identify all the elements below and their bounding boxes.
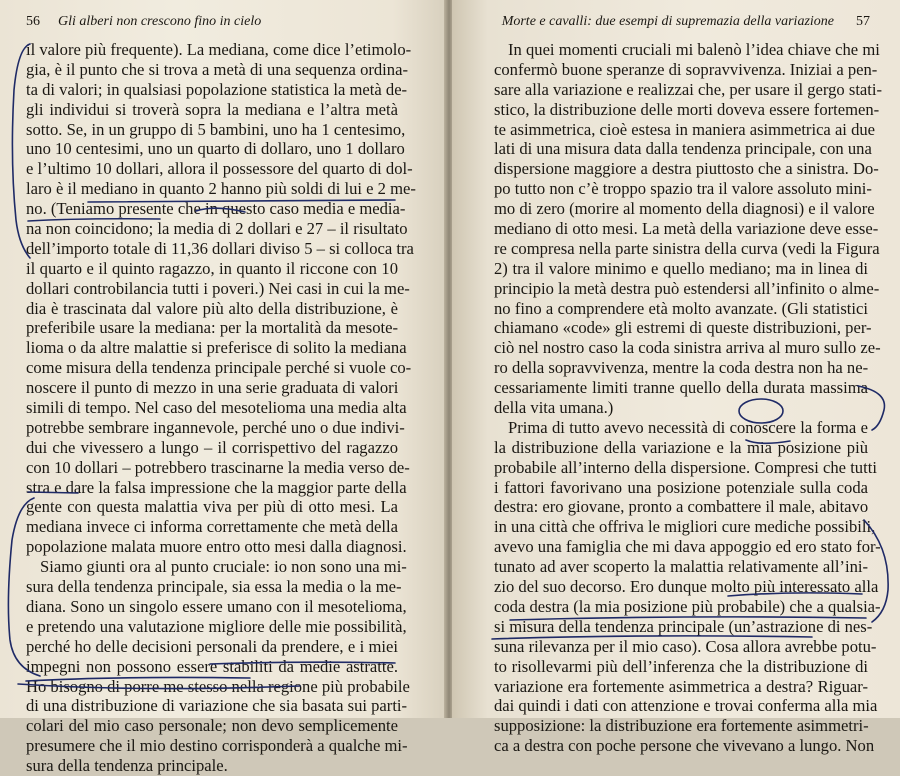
left-running-header xyxy=(26,14,432,36)
text-line: te asimmetrica, cioè estesa in maniera asimmetrica ai due xyxy=(494,119,876,139)
text-line: zio del suo decorso. Ero dunque molto più interessato alla xyxy=(494,577,879,597)
left-page-number: 56 xyxy=(26,14,40,29)
text-line: dell’importo totale di 11,36 dollari diviso 5 – si colloca tra xyxy=(26,238,414,258)
text-line: chiamano «code» gli estremi di queste distribuzioni, per- xyxy=(494,318,872,338)
text-line: Prima di tutto avevo necessità di conoscere la forma e xyxy=(508,417,868,437)
right-page xyxy=(452,0,900,756)
text-line: impegni non possono essere stabiliti da medie astratte. xyxy=(26,656,398,676)
text-line: lati di una misura data dalla tendenza principale, con una xyxy=(494,139,872,159)
text-line: variazione era fortemente asimmetrica a destra? Riguar- xyxy=(494,676,868,696)
left-running-head: Gli alberi non crescono fino in cielo xyxy=(58,14,262,29)
text-line: no. (Teniamo presente che in questo caso media e media- xyxy=(26,199,406,219)
text-line: laro è il mediano in quanto 2 hanno più soldi di lui e 2 me- xyxy=(26,179,416,199)
text-line: probabile all’interno della dispersione. Compresi che tutti xyxy=(494,457,877,477)
text-line: suna rilevanza per il mio caso). Cosa allora avrebbe potu- xyxy=(494,636,877,656)
right-running-head: Morte e cavalli: due esempi di supremazia della variazione xyxy=(501,14,834,29)
text-line: tunato ad aver scoperto la malattia relativamente all’ini- xyxy=(494,557,868,577)
text-line: dollari controbilancia tutti i poveri.) Nei casi in cui la me- xyxy=(26,278,410,298)
text-line: no fino a comprendere età molto avanzate. (Gli statistici xyxy=(494,298,868,318)
text-line: Ho bisogno di porre me stesso nella regione più probabile xyxy=(26,676,410,696)
text-line: come misura della tendenza principale perché si vuole co- xyxy=(26,358,412,378)
text-line: uno 10 centesimi, uno un quarto di dollaro, uno 1 dollaro xyxy=(26,139,405,159)
text-line: dia è trascinata dal valore più alto della distribuzione, è xyxy=(26,298,398,318)
right-body-text xyxy=(494,40,883,756)
text-line: supposizione: la distribuzione era fortemente asimmetri- xyxy=(494,716,869,736)
text-line: colari del mio caso personale; non devo semplicemente xyxy=(26,716,398,736)
text-line: to risollevarmi più dell’inferenza che la distribuzione di xyxy=(494,656,868,676)
text-line: e l’ultimo 10 dollari, allora il possessore del quarto di dol- xyxy=(26,159,413,179)
text-line: avevo una famiglia che mi dava appoggio ed ero stato for- xyxy=(494,537,881,557)
text-line: gente con questa malattia viva per più di otto mesi. La xyxy=(26,497,398,517)
text-line: dispersione maggiore a destra piuttosto che a sinistra. Do- xyxy=(494,159,879,179)
text-line: i fattori favorivano una posizione potenziale sulla coda xyxy=(494,477,868,497)
text-line: della vita umana.) xyxy=(494,398,614,418)
left-page xyxy=(0,0,446,776)
text-line: dai quindi i dati con attenzione e trovai conferma alla mia xyxy=(494,696,878,716)
text-line: In quei momenti cruciali mi balenò l’idea chiave che mi xyxy=(508,40,880,59)
text-line: noscere il punto di mezzo in una serie graduata di valori xyxy=(26,378,399,398)
text-line: sotto. Se, in un gruppo di 5 bambini, uno ha 1 centesimo, xyxy=(26,119,406,139)
text-line: presumere che il mio destino corrisponderà a qualche mi- xyxy=(26,736,408,756)
text-line: in una città che offriva le migliori cure mediche possibili, xyxy=(494,517,876,537)
text-line: potrebbe sembrare ingannevole, perché uno o due indivi- xyxy=(26,417,405,437)
text-line: mediana invece ci informa correttamente che metà della xyxy=(26,517,398,537)
text-line: mediano di otto mesi. La metà della variazione deve esse- xyxy=(494,219,879,239)
text-line: popolazione malata muore entro otto mesi dalla diagnosi. xyxy=(26,537,407,557)
text-line: stico, la distribuzione delle morti doveva essere fortemen- xyxy=(494,99,880,119)
text-line: coda destra (la mia posizione più probabile) che a qualsia- xyxy=(494,596,881,616)
text-line: con 10 dollari – potrebbero trascinarne la media verso de- xyxy=(26,457,410,477)
text-line: mo di zero (morire al momento della diagnosi) e il valore xyxy=(494,199,875,219)
text-line: cessariamente limiti tranne quello della durata massima xyxy=(494,378,868,398)
text-line: ca a destra con poche persone che vivevano a lungo. Non xyxy=(494,736,875,756)
text-line: stra e dare la falsa impressione che la maggior parte della xyxy=(26,477,407,497)
text-line: sura della tendenza principale. xyxy=(26,756,228,776)
text-line: si misura della tendenza principale (un’astrazione di nes- xyxy=(494,616,873,636)
text-line: ciò nel nostro caso la coda sinistra arriva al muro sullo ze- xyxy=(494,338,881,358)
text-line: simili di tempo. Nel caso del mesotelioma una media alta xyxy=(26,398,407,418)
right-running-header xyxy=(490,14,870,36)
text-line: gia, è il punto che si trova a metà di una sequenza ordina- xyxy=(26,59,408,79)
text-line: sura della tendenza principale, sia essa la media o la me- xyxy=(26,577,402,597)
text-line: il valore più frequente). La mediana, come dice l’etimolo- xyxy=(26,40,412,59)
text-line: ta di valori; in qualsiasi popolazione statistica la metà de- xyxy=(26,79,408,99)
text-line: gli individui si troverà sopra la mediana e l’altra metà xyxy=(26,99,398,119)
text-line: preferibile usare la mediana: per la mortalità da mesote- xyxy=(26,318,398,338)
text-line: sare alla variazione e realizzai che, per usare il gergo stati- xyxy=(494,79,883,99)
text-line: principio la metà destra può estendersi all’infinito o alme- xyxy=(494,278,880,298)
text-line: dui che vivessero a lungo – il corrispettivo del ragazzo xyxy=(26,437,398,457)
text-line: perché ho delle decisioni personali da prendere, e i miei xyxy=(26,636,398,656)
text-line: destra: ero giovane, pronto a combattere il male, abitavo xyxy=(494,497,869,517)
text-line: 2) tra il valore minimo e quello mediano; ma in linea di xyxy=(494,258,868,278)
text-line: di una distribuzione di variazione che sia basata sui parti- xyxy=(26,696,408,716)
text-line: ro della sopravvivenza, mentre la coda destra non ha ne- xyxy=(494,358,869,378)
text-line: po tutto non c’è troppo spazio tra il valore assoluto mini- xyxy=(494,179,872,199)
text-line: lioma o da altre malattie si preferisce di solito la mediana xyxy=(26,338,407,358)
text-line: re compresa nella parte sinistra della curva (vedi la Figura xyxy=(494,238,880,258)
text-line: la distribuzione della variazione e la mia posizione più xyxy=(494,437,868,457)
right-page-number: 57 xyxy=(856,14,870,29)
text-line: confermò buone speranze di sopravvivenza. Iniziai a pen- xyxy=(494,59,878,79)
text-line: Siamo giunti ora al punto cruciale: io non sono una mi- xyxy=(40,557,407,577)
text-line: na non coincidono; la media di 2 dollari e 27 – il risultato xyxy=(26,219,408,239)
text-line: il quarto e il quinto ragazzo, in quanto il riccone con 10 xyxy=(26,258,398,278)
left-body-text xyxy=(26,40,416,776)
text-line: diana. Sono un singolo essere umano con il mesotelioma, xyxy=(26,596,407,616)
text-line: e pretendo una valutazione migliore delle mie possibilità, xyxy=(26,616,407,636)
